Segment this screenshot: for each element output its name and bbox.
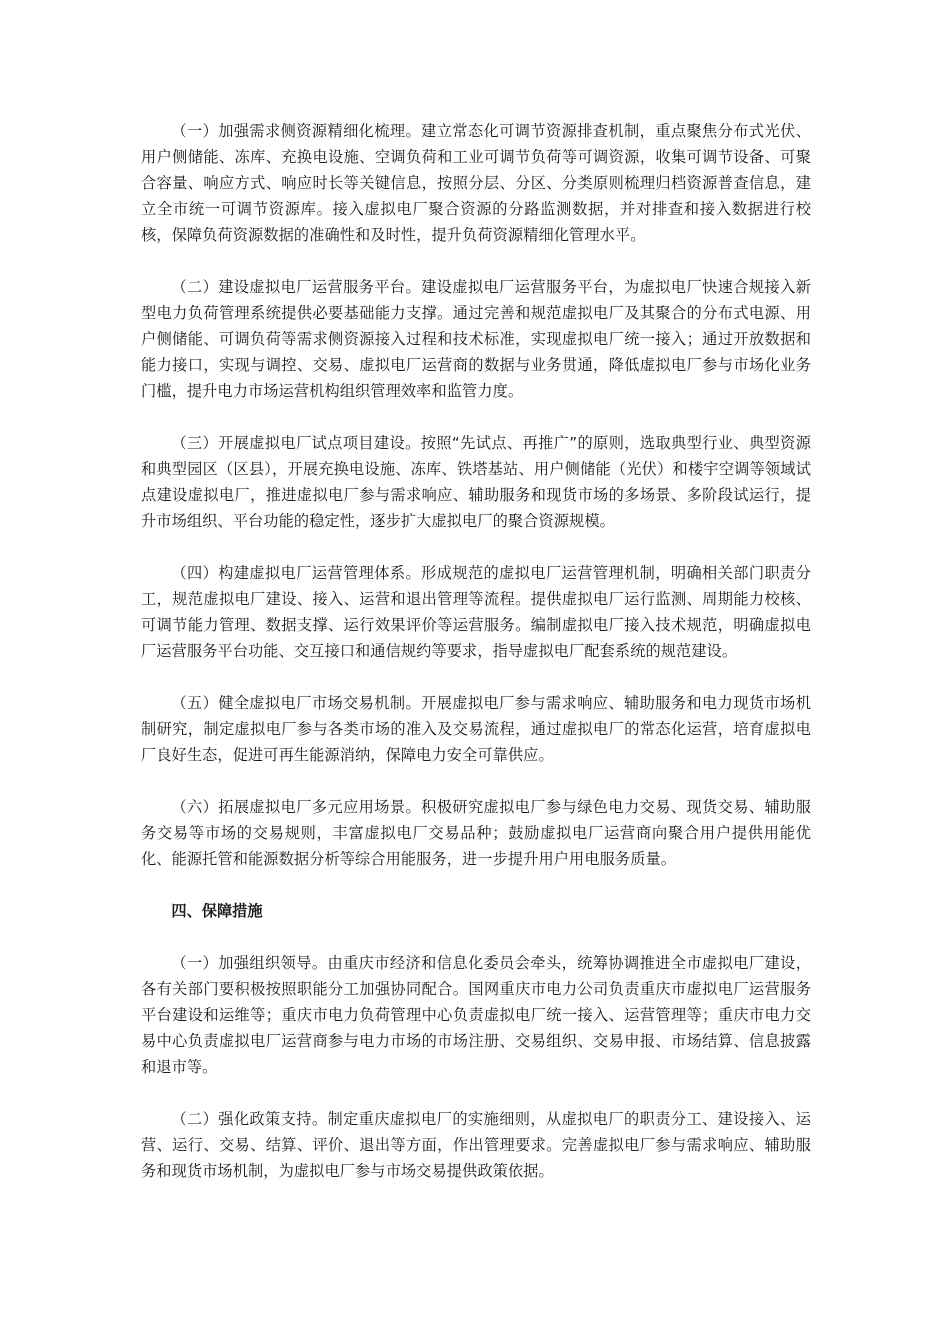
section-heading: 四、保障措施 (171, 902, 263, 920)
paragraph-application-scenarios: （六）拓展虚拟电厂多元应用场景。积极研究虚拟电厂参与绿色电力交易、现货交易、辅助服务交易等市场的交易规则，丰富虚拟电厂交易品种；鼓励虚拟电厂运营商向聚合用户提供用能优化、能源托管和能源数据分析等综合用能服务，进一步提升用户用电服务质量。 (141, 798, 811, 868)
paragraph-market-mechanism: （五）健全虚拟电厂市场交易机制。开展虚拟电厂参与需求响应、辅助服务和电力现货市场机制研究，制定虚拟电厂参与各类市场的准入及交易流程，通过虚拟电厂的常态化运营，培育虚拟电厂良好生态，促进可再生能源消纳，保障电力安全可靠供应。 (141, 694, 811, 764)
paragraph-pilot-projects: （三）开展虚拟电厂试点项目建设。按照“先试点、再推广”的原则，选取典型行业、典型资源和典型园区（区县），开展充换电设施、冻库、铁塔基站、用户侧储能（光伏）和楼宇空调等领域试点建设虚拟电厂，推进虚拟电厂参与需求响应、辅助服务和现货市场的多场景、多阶段试运行，提升市场组织、平台功能的稳定性，逐步扩大虚拟电厂的聚合资源规模。 (141, 434, 811, 530)
document-body (141, 118, 811, 1210)
paragraph-organization-leadership: （一）加强组织领导。由重庆市经济和信息化委员会牵头，统筹协调推进全市虚拟电厂建设，各有关部门要积极按照职能分工加强协同配合。国网重庆市电力公司负责重庆市虚拟电厂运营服务平台建设和运维等；重庆市电力负荷管理中心负责虚拟电厂统一接入、运营管理等；重庆市电力交易中心负责虚拟电厂运营商参与电力市场的市场注册、交易组织、交易申报、市场结算、信息披露和退市等。 (141, 954, 811, 1076)
paragraph-policy-support: （二）强化政策支持。制定重庆虚拟电厂的实施细则，从虚拟电厂的职责分工、建设接入、运营、运行、交易、结算、评价、退出等方面，作出管理要求。完善虚拟电厂参与需求响应、辅助服务和现货市场机制，为虚拟电厂参与市场交易提供政策依据。 (141, 1110, 811, 1180)
paragraph-demand-resources: （一）加强需求侧资源精细化梳理。建立常态化可调节资源排查机制，重点聚焦分布式光伏、用户侧储能、冻库、充换电设施、空调负荷和工业可调节负荷等可调资源，收集可调节设备、可聚合容量、响应方式、响应时长等关键信息，按照分层、分区、分类原则梳理归档资源普查信息，建立全市统一可调节资源库。接入虚拟电厂聚合资源的分路监测数据，并对排查和接入数据进行校核，保障负荷资源数据的准确性和及时性，提升负荷资源精细化管理水平。 (141, 122, 811, 244)
paragraph-management-system: （四）构建虚拟电厂运营管理体系。形成规范的虚拟电厂运营管理机制，明确相关部门职责分工，规范虚拟电厂建设、接入、运营和退出管理等流程。提供虚拟电厂运行监测、周期能力校核、可调节能力管理、数据支撑、运行效果评价等运营服务。编制虚拟电厂接入技术规范，明确虚拟电厂运营服务平台功能、交互接口和通信规约等要求，指导虚拟电厂配套系统的规范建设。 (141, 564, 811, 660)
paragraph-platform-construction: （二）建设虚拟电厂运营服务平台。建设虚拟电厂运营服务平台，为虚拟电厂快速合规接入新型电力负荷管理系统提供必要基础能力支撑。通过完善和规范虚拟电厂及其聚合的分布式电源、用户侧储能、可调负荷等需求侧资源接入过程和技术标准，实现虚拟电厂统一接入；通过开放数据和能力接口，实现与调控、交易、虚拟电厂运营商的数据与业务贯通，降低虚拟电厂参与市场化业务门槛，提升电力市场运营机构组织管理效率和监管力度。 (141, 278, 811, 400)
